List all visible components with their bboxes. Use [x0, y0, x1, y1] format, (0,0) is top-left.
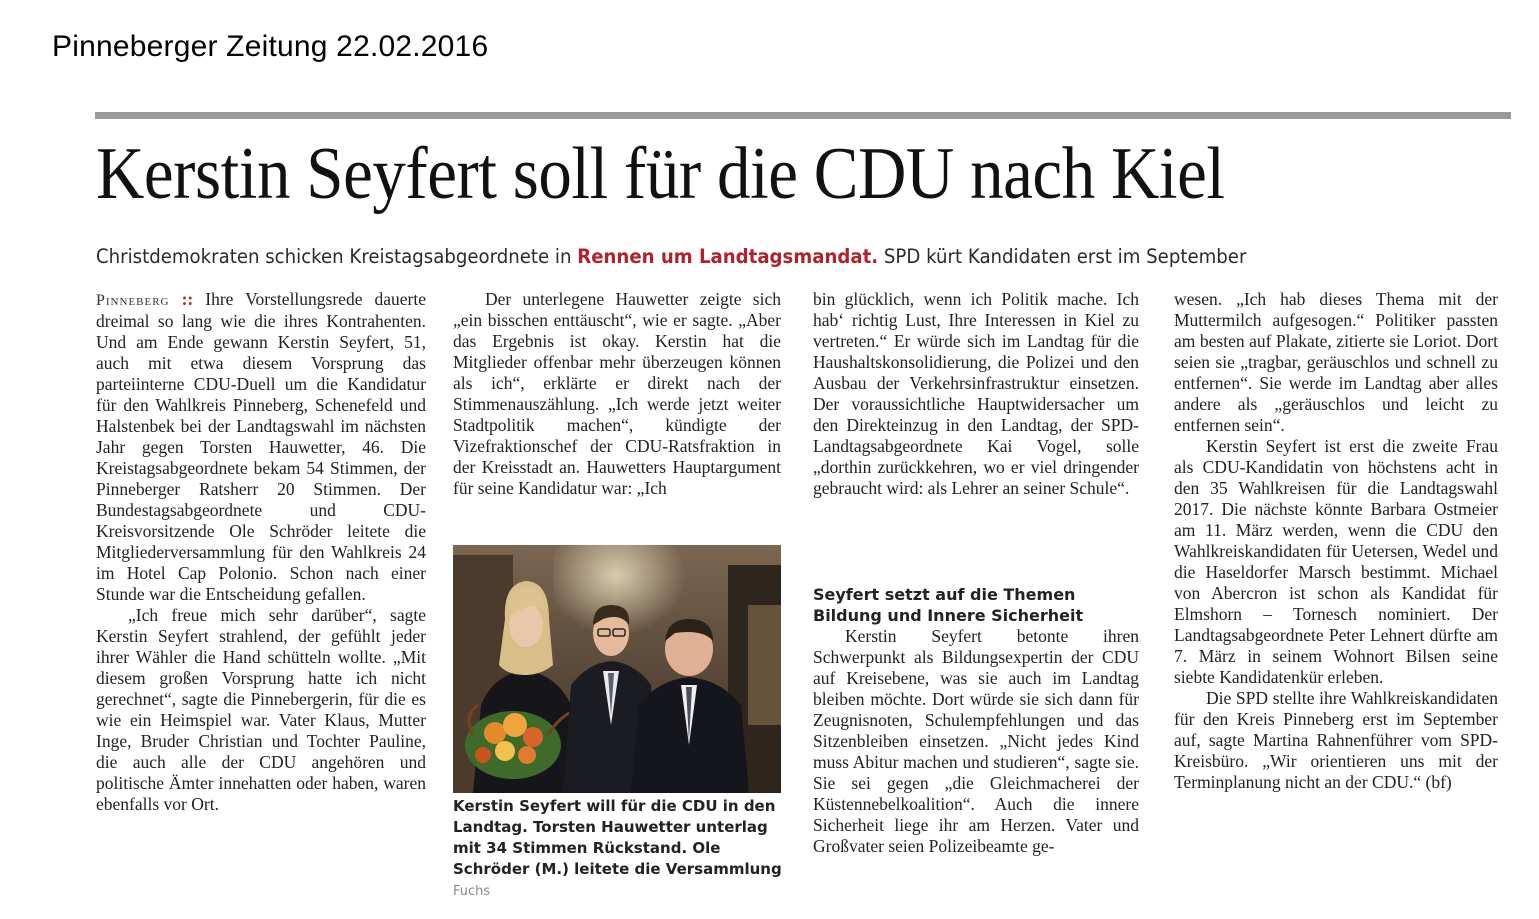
subhead-highlight: Rennen um Landtagsmandat. [577, 245, 879, 268]
paragraph: bin glücklich, wenn ich Politik mache. Ich hab‘ richtig Lust, Ihre Interessen in Kiel zu vertreten.“ Er würde sich im Landtag für die Haushaltskonsolidierung, die Polizei und den Ausbau der Verkehrsinfrastruktur einsetzen. Der voraussichtliche Hauptwidersacher um den Direkteinzug in den Landtag, der SPD-Landtagsabgeordnete Kai Vogel, solle „dorthin zurückkehren, wo er viel dringender gebraucht wird: als Lehrer an seiner Schule“. [813, 289, 1139, 498]
subhead-part2: SPD kürt Kandidaten erst im September [878, 245, 1247, 268]
article-column-3-continued [813, 626, 1139, 857]
paragraph: „Ich freue mich sehr darüber“, sagte Kerstin Seyfert strahlend, der gefühlt jeder ihrer Wähler die Hand schütteln wollte. „Mit diesem großen Vorsprung hatte ich nicht gerechnet“, sagte die Pinnebergerin, für die es wie ein Heimspiel war. Vater Klaus, Mutter Inge, Bruder Christian und Tochter Pauline, die auch alle der CDU angehören und politische Ämter innehatten oder haben, waren ebenfalls vor Ort. [96, 605, 426, 814]
paragraph: Kerstin Seyfert betonte ihren Schwerpunkt als Bildungsexpertin der CDU auf Kreisebene, was sie auch im Landtag bleiben möchte. Dort würde sie sich dann für Zeugnisnoten, Schulempfehlungen und das Sitzenbleiben einsetzen. „Nicht jedes Kind muss Abitur machen und studieren“, sagte sie. Sie sei gegen „die Gleichmacherei der Küstennebelkoalition“. Auch die innere Sicherheit liege ihr am Herzen. Vater und Großvater seien Polizeibeamte ge- [813, 626, 1139, 856]
paragraph: wesen. „Ich hab dieses Thema mit der Muttermilch aufgesogen.“ Politiker passten am besten auf Plakate, zitierte sie Loriot. Dort seien sie „tragbar, geräuschlos und schnell zu entfernen“. Sie werde im Landtag aber alles andere als „geräuschlos und leicht zu entfernen sein“. [1174, 289, 1498, 435]
photo-caption [453, 796, 783, 902]
headline: Kerstin Seyfert soll für die CDU nach Kiel [96, 133, 1225, 215]
article-photo [453, 545, 781, 793]
caption-text: Kerstin Seyfert will für die CDU in den Landtag. Torsten Hauwetter unterlag mit 34 Stimmen Rückstand. Ole Schröder (M.) leitete die Versammlung [453, 797, 782, 878]
article-column-3 [813, 289, 1139, 499]
subheadline [96, 244, 1417, 270]
header-rule [95, 112, 1511, 119]
dateline: Pinneberg [96, 292, 170, 309]
paragraph: Ihre Vorstellungsrede dauerte dreimal so lang wie die ihres Kontrahenten. Und am Ende gewann Kerstin Seyfert, 51, auch mit etwa diesem Vorsprung das parteiinterne CDU-Duell um die Kandidatur für den Wahlkreis Pinneberg, Schenefeld und Halstenbek bei der Landtagswahl im nächsten Jahr gegen Torsten Hauwetter, 46. Die Kreistagsabgeordnete bekam 54 Stimmen, der Pinneberger Ratsherr 20 Stimmen. Der Bundestagsabgeordnete und CDU-Kreisvorsitzende Ole Schröder leitete die Mitgliederversammlung für den Wahlkreis 24 im Hotel Cap Polonio. Schon nach einer Stunde war die Entscheidung gefallen. [96, 289, 426, 604]
paragraph: Der unterlegene Hauwetter zeigte sich „ein bisschen enttäuscht“, wie er sagte. „Aber das Ergebnis ist okay. Kerstin hat die Mitglieder offenbar mehr überzeugen können als ich“, erklärte er direkt nach der Stimmenauszählung. „Ich werde jetzt weiter Stadtpolitik machen“, kündigte der Vizefraktionschef der CDU-Ratsfraktion in der Kreisstadt an. Hauwetters Hauptargument für seine Kandidatur war: „Ich [453, 289, 781, 498]
article-column-2 [453, 289, 781, 499]
paragraph: Die SPD stellte ihre Wahlkreiskandidaten für den Kreis Pinneberg erst im September auf, sagte Martina Rahnenführer vom SPD-Kreisbüro. „Wir orientieren uns mit der Terminplanung nicht an der CDU.“ (bf) [1174, 688, 1498, 792]
paragraph: Kerstin Seyfert ist erst die zweite Frau als CDU-Kandidatin von höchstens acht in den 35 Wahlkreisen für die Landtagswahl 2017. Die nächste könnte Barbara Ostmeier am 11. März werden, wenn die CDU den Wahlkreiskandidaten für Uetersen, Wedel und die Haseldorfer Marsch bestimmt. Michael von Abercron ist schon als Kandidat für Elmshorn – Tornesch nominiert. Der Landtagsabgeordnete Peter Lehnert dürfte am 7. März in seinem Wohnort Bilsen seine siebte Kandidatenkür erleben. [1174, 436, 1498, 687]
interheading: Seyfert setzt auf die Themen Bildung und Innere Sicherheit [813, 585, 1084, 625]
subhead-part1: Christdemokraten schicken Kreistagsabgeordnete in [96, 245, 578, 268]
article-column-1 [96, 289, 426, 815]
source-label: Pinneberger Zeitung 22.02.2016 [52, 30, 489, 63]
article-column-4 [1174, 289, 1498, 793]
photo-credit: Fuchs [453, 884, 491, 899]
dateline-mark: :: [181, 289, 194, 309]
